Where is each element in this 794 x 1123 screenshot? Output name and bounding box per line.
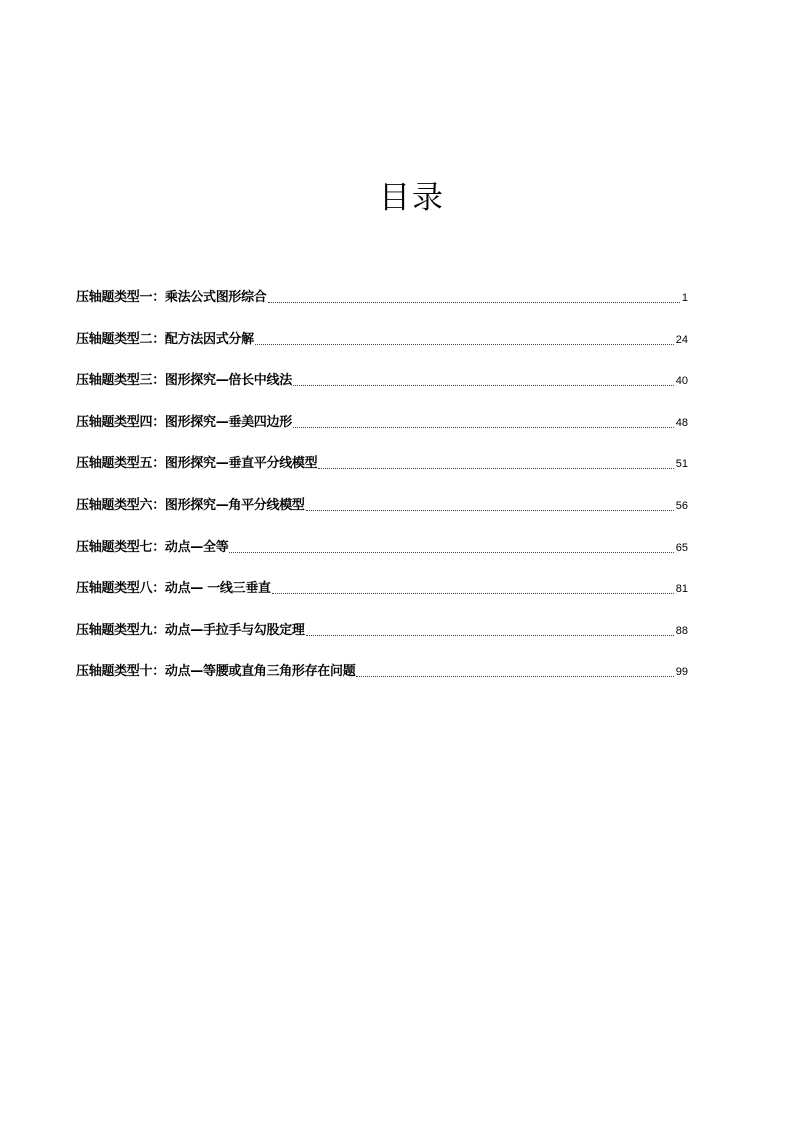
- page-title: 目录: [379, 180, 445, 216]
- toc-entry-label: 压轴题类型六：图形探究—角平分线模型: [76, 497, 305, 513]
- toc-entry[interactable]: [76, 454, 688, 474]
- toc-leader-dots: [272, 593, 674, 594]
- toc-leader-dots: [306, 635, 674, 636]
- toc-entry-label: 压轴题类型一：乘法公式图形综合: [76, 290, 267, 305]
- toc-entry[interactable]: [76, 371, 688, 391]
- toc-entry[interactable]: [76, 579, 688, 599]
- toc-entry[interactable]: [76, 413, 688, 433]
- toc-leader-dots: [306, 510, 674, 511]
- toc-entry-label: 压轴题类型四：图形探究—垂美四边形: [76, 414, 292, 430]
- toc-entry[interactable]: [76, 621, 688, 641]
- toc-entry[interactable]: [76, 330, 688, 350]
- toc-entry-page: 1: [681, 292, 688, 304]
- toc-entry-page: 99: [675, 666, 688, 679]
- toc-entry-label: 压轴题类型七：动点—全等: [76, 539, 229, 555]
- toc-entry-page: 65: [675, 541, 688, 554]
- toc-entry-page: 51: [675, 458, 688, 471]
- toc-entry-label: 压轴题类型五：图形探究—垂直平分线模型: [76, 456, 318, 472]
- toc-entry[interactable]: [76, 496, 688, 516]
- toc-entry-label: 压轴题类型十：动点—等腰或直角三角形存在问题: [76, 664, 356, 680]
- toc-leader-dots: [255, 344, 674, 345]
- table-of-contents: [76, 288, 688, 704]
- toc-leader-dots: [293, 427, 674, 428]
- toc-entry-page: 56: [675, 499, 688, 512]
- toc-entry-page: 48: [675, 416, 688, 429]
- toc-leader-dots: [229, 552, 673, 553]
- toc-leader-dots: [293, 385, 674, 386]
- toc-leader-dots: [268, 302, 680, 303]
- toc-entry-page: 24: [675, 333, 688, 346]
- toc-entry[interactable]: [76, 538, 688, 558]
- toc-leader-dots: [318, 468, 673, 469]
- toc-entry[interactable]: [76, 662, 688, 682]
- toc-entry-label: 压轴题类型九：动点—手拉手与勾股定理: [76, 622, 305, 638]
- toc-entry[interactable]: [76, 288, 688, 308]
- toc-entry-page: 88: [675, 624, 688, 637]
- toc-entry-page: 81: [675, 583, 688, 596]
- toc-entry-label: 压轴题类型八：动点— 一线三垂直: [76, 581, 271, 597]
- toc-entry-label: 压轴题类型三：图形探究—倍长中线法: [76, 373, 292, 389]
- toc-entry-label: 压轴题类型二：配方法因式分解: [76, 331, 254, 347]
- toc-entry-page: 40: [675, 375, 688, 388]
- toc-leader-dots: [356, 676, 673, 677]
